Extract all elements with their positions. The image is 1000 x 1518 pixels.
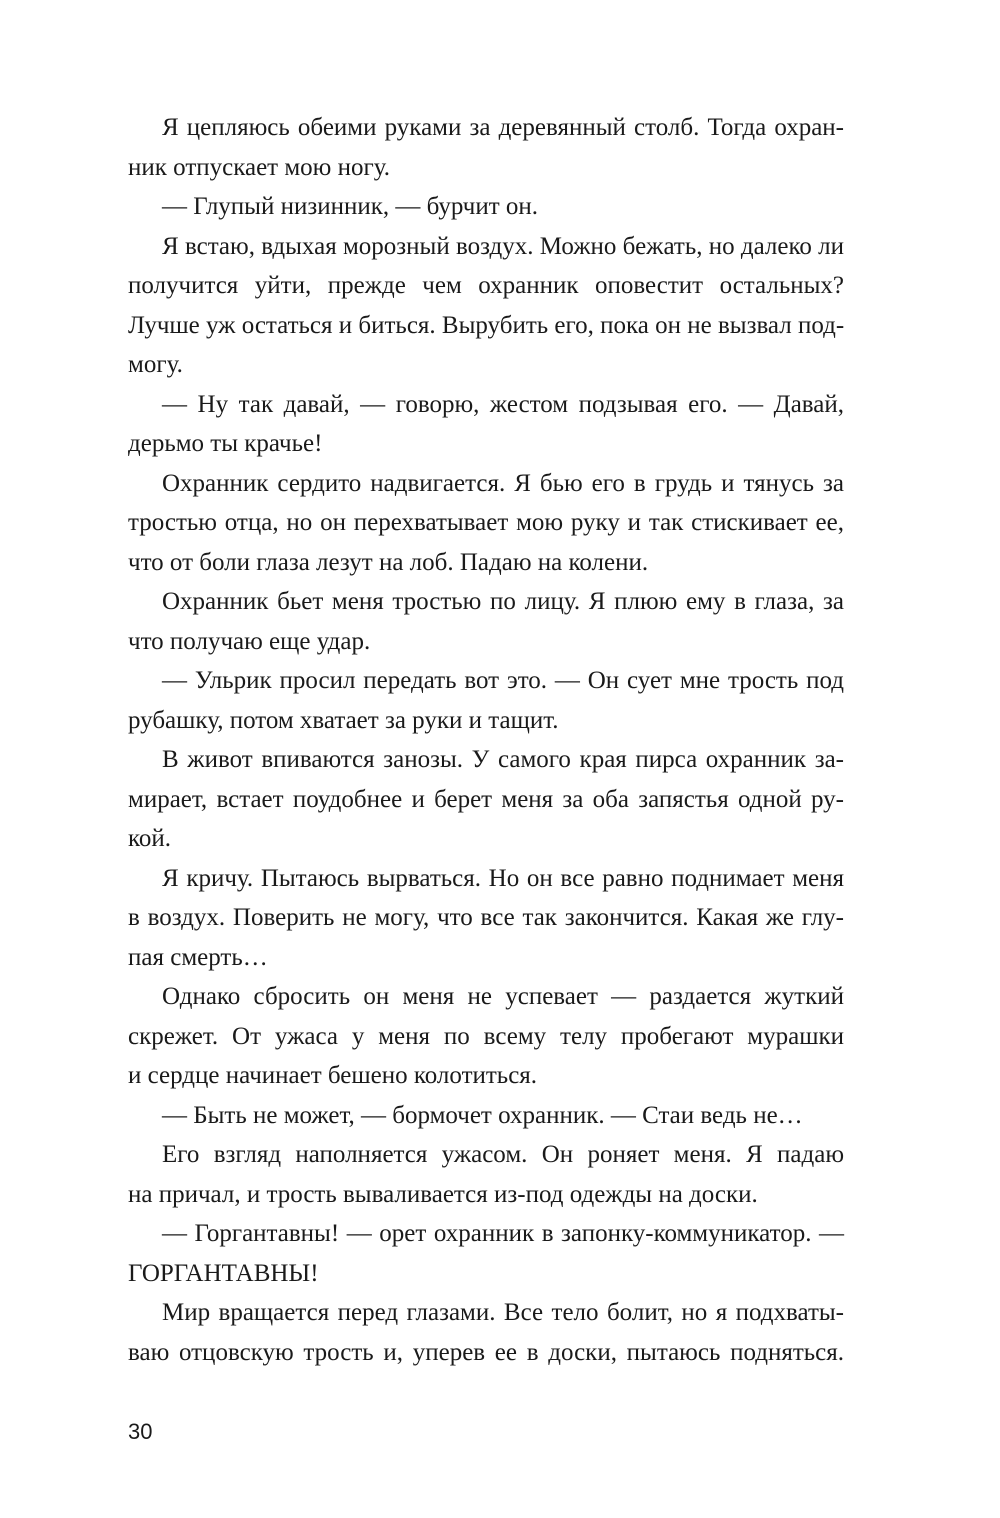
text-line: и сердце начинает бешено колотиться. — [128, 1062, 538, 1089]
text-line: Мир вращается перед глазами. Все тело болит, но я подхваты- — [162, 1299, 844, 1326]
body-text — [128, 108, 844, 1372]
text-line: Лучше уж остаться и биться. Вырубить его, пока он не вызвал под- — [128, 311, 845, 339]
text-line: рубашку, потом хватает за руки и тащит. — [128, 706, 559, 734]
text-line: дерьмо ты крачье! — [128, 430, 323, 457]
text-line: — Горгантавны! — орет охранник в запонку-коммуникатор. — — [162, 1220, 844, 1247]
text-line: В живот впиваются занозы. У самого края пирса охранник за- — [162, 746, 844, 773]
text-line: Я цепляюсь обеими руками за деревянный столб. Тогда охран- — [162, 114, 844, 141]
text-line: скрежет. От ужаса у меня по всему телу пробегают мурашки — [128, 1022, 844, 1050]
text-line: ник отпускает мою ногу. — [128, 153, 390, 181]
text-line: могу. — [128, 351, 183, 378]
text-line: пая смерть… — [128, 943, 268, 971]
text-line: на причал, и трость вываливается из-под одежды на доски. — [128, 1180, 758, 1208]
text-line: Его взгляд наполняется ужасом. Он роняет меня. Я падаю — [162, 1141, 844, 1168]
text-line: получится уйти, прежде чем охранник оповестит остальных? — [128, 272, 844, 299]
text-line: ГОРГАНТАВНЫ! — [128, 1259, 319, 1287]
text-line: что получаю еще удар. — [128, 627, 371, 655]
text-line: Охранник сердито надвигается. Я бью его в грудь и тянусь за — [162, 469, 844, 497]
text-line: тростью отца, но он перехватывает мою руку и так стискивает ее, — [128, 509, 844, 536]
text-line: ваю отцовскую трость и, уперев ее в доски, пытаюсь подняться. — [128, 1338, 844, 1366]
text-line: Однако сбросить он меня не успевает — раздается жуткий — [162, 983, 844, 1010]
page-number: 30 — [128, 1419, 153, 1444]
text-line: Охранник бьет меня тростью по лицу. Я плюю ему в глаза, за — [162, 588, 844, 615]
text-line: кой. — [128, 825, 172, 852]
text-line: — Ну так давай, — говорю, жестом подзывая его. — Давай, — [162, 390, 844, 418]
text-line: — Глупый низинник, — бурчит он. — [162, 193, 539, 220]
text-line: Я встаю, вдыхая морозный воздух. Можно бежать, но далеко ли — [162, 232, 844, 260]
text-line: — Ульрик просил передать вот это. — Он сует мне трость под — [162, 667, 844, 694]
text-line: — Быть не может, — бормочет охранник. — Стаи ведь не… — [162, 1101, 803, 1129]
text-line: Я кричу. Пытаюсь вырваться. Но он все равно поднимает меня — [162, 864, 844, 892]
text-line: мирает, встает поудобнее и берет меня за оба запястья одной ру- — [128, 785, 844, 813]
text-line: в воздух. Поверить не могу, что все так закончится. Какая же глу- — [128, 904, 844, 931]
text-line: что от боли глаза лезут на лоб. Падаю на колени. — [128, 548, 649, 576]
